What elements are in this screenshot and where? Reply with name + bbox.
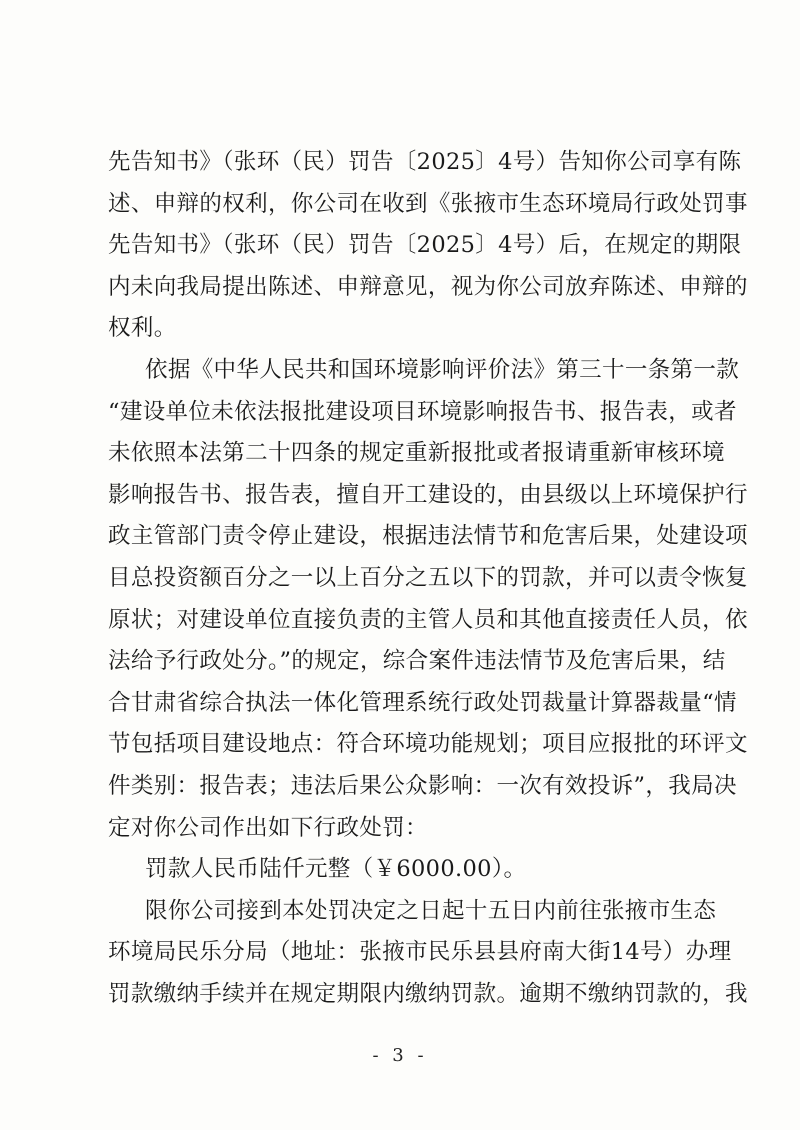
text-line: 政主管部门责令停止建设，根据违法情节和危害后果，处建设项	[108, 523, 748, 550]
text-line: 罚款缴纳手续并在规定期限内缴纳罚款。逾期不缴纳罚款的，我	[108, 980, 748, 1007]
document-body	[108, 149, 748, 1022]
text-line: 先告知书》（张环（民）罚告〔2025〕4号）后，在规定的期限	[108, 232, 742, 259]
text-line: 节包括项目建设地点：符合环境功能规划；项目应报批的环评文	[108, 731, 748, 758]
text-line: 定对你公司作出如下行政处罚：	[108, 814, 428, 841]
text-line: “建设单位未依法报批建设项目环境影响报告书、报告表，或者	[108, 398, 737, 425]
text-line: 合甘肃省综合执法一体化管理系统行政处罚裁量计算器裁量“情	[108, 689, 737, 716]
text-line: 述、申辩的权利，你公司在收到《张掖市生态环境局行政处罚事	[108, 190, 748, 217]
text-line: 目总投资额百分之一以上百分之五以下的罚款，并可以责令恢复	[108, 564, 748, 591]
text-line: 权利。	[108, 315, 177, 342]
text-line: 内未向我局提出陈述、申辩意见，视为你公司放弃陈述、申辩的	[108, 273, 748, 300]
paragraph-start-line: 依据《中华人民共和国环境影响评价法》第三十一条第一款	[145, 356, 740, 383]
text-line: 未依照本法第二十四条的规定重新报批或者报请重新审核环境	[108, 440, 725, 467]
text-line: 影响报告书、报告表，擅自开工建设的，由县级以上环境保护行	[108, 481, 748, 508]
page-number: - 3 -	[372, 1045, 428, 1066]
text-line: 先告知书》（张环（民）罚告〔2025〕4号）告知你公司享有陈	[108, 149, 742, 175]
text-line: 原状；对建设单位直接负责的主管人员和其他直接责任人员，依	[108, 606, 748, 633]
text-line: 环境局民乐分局（地址：张掖市民乐县县府南大街14号）办理	[108, 939, 732, 966]
penalty-amount-line: 罚款人民币陆仟元整（￥6000.00）。	[145, 856, 527, 883]
paragraph-start-line: 限你公司接到本处罚决定之日起十五日内前往张掖市生态	[145, 897, 717, 924]
text-line: 件类别：报告表；违法后果公众影响：一次有效投诉”，我局决	[108, 772, 737, 799]
text-line: 法给予行政处分。”的规定，综合案件违法情节及危害后果，结	[108, 648, 726, 675]
